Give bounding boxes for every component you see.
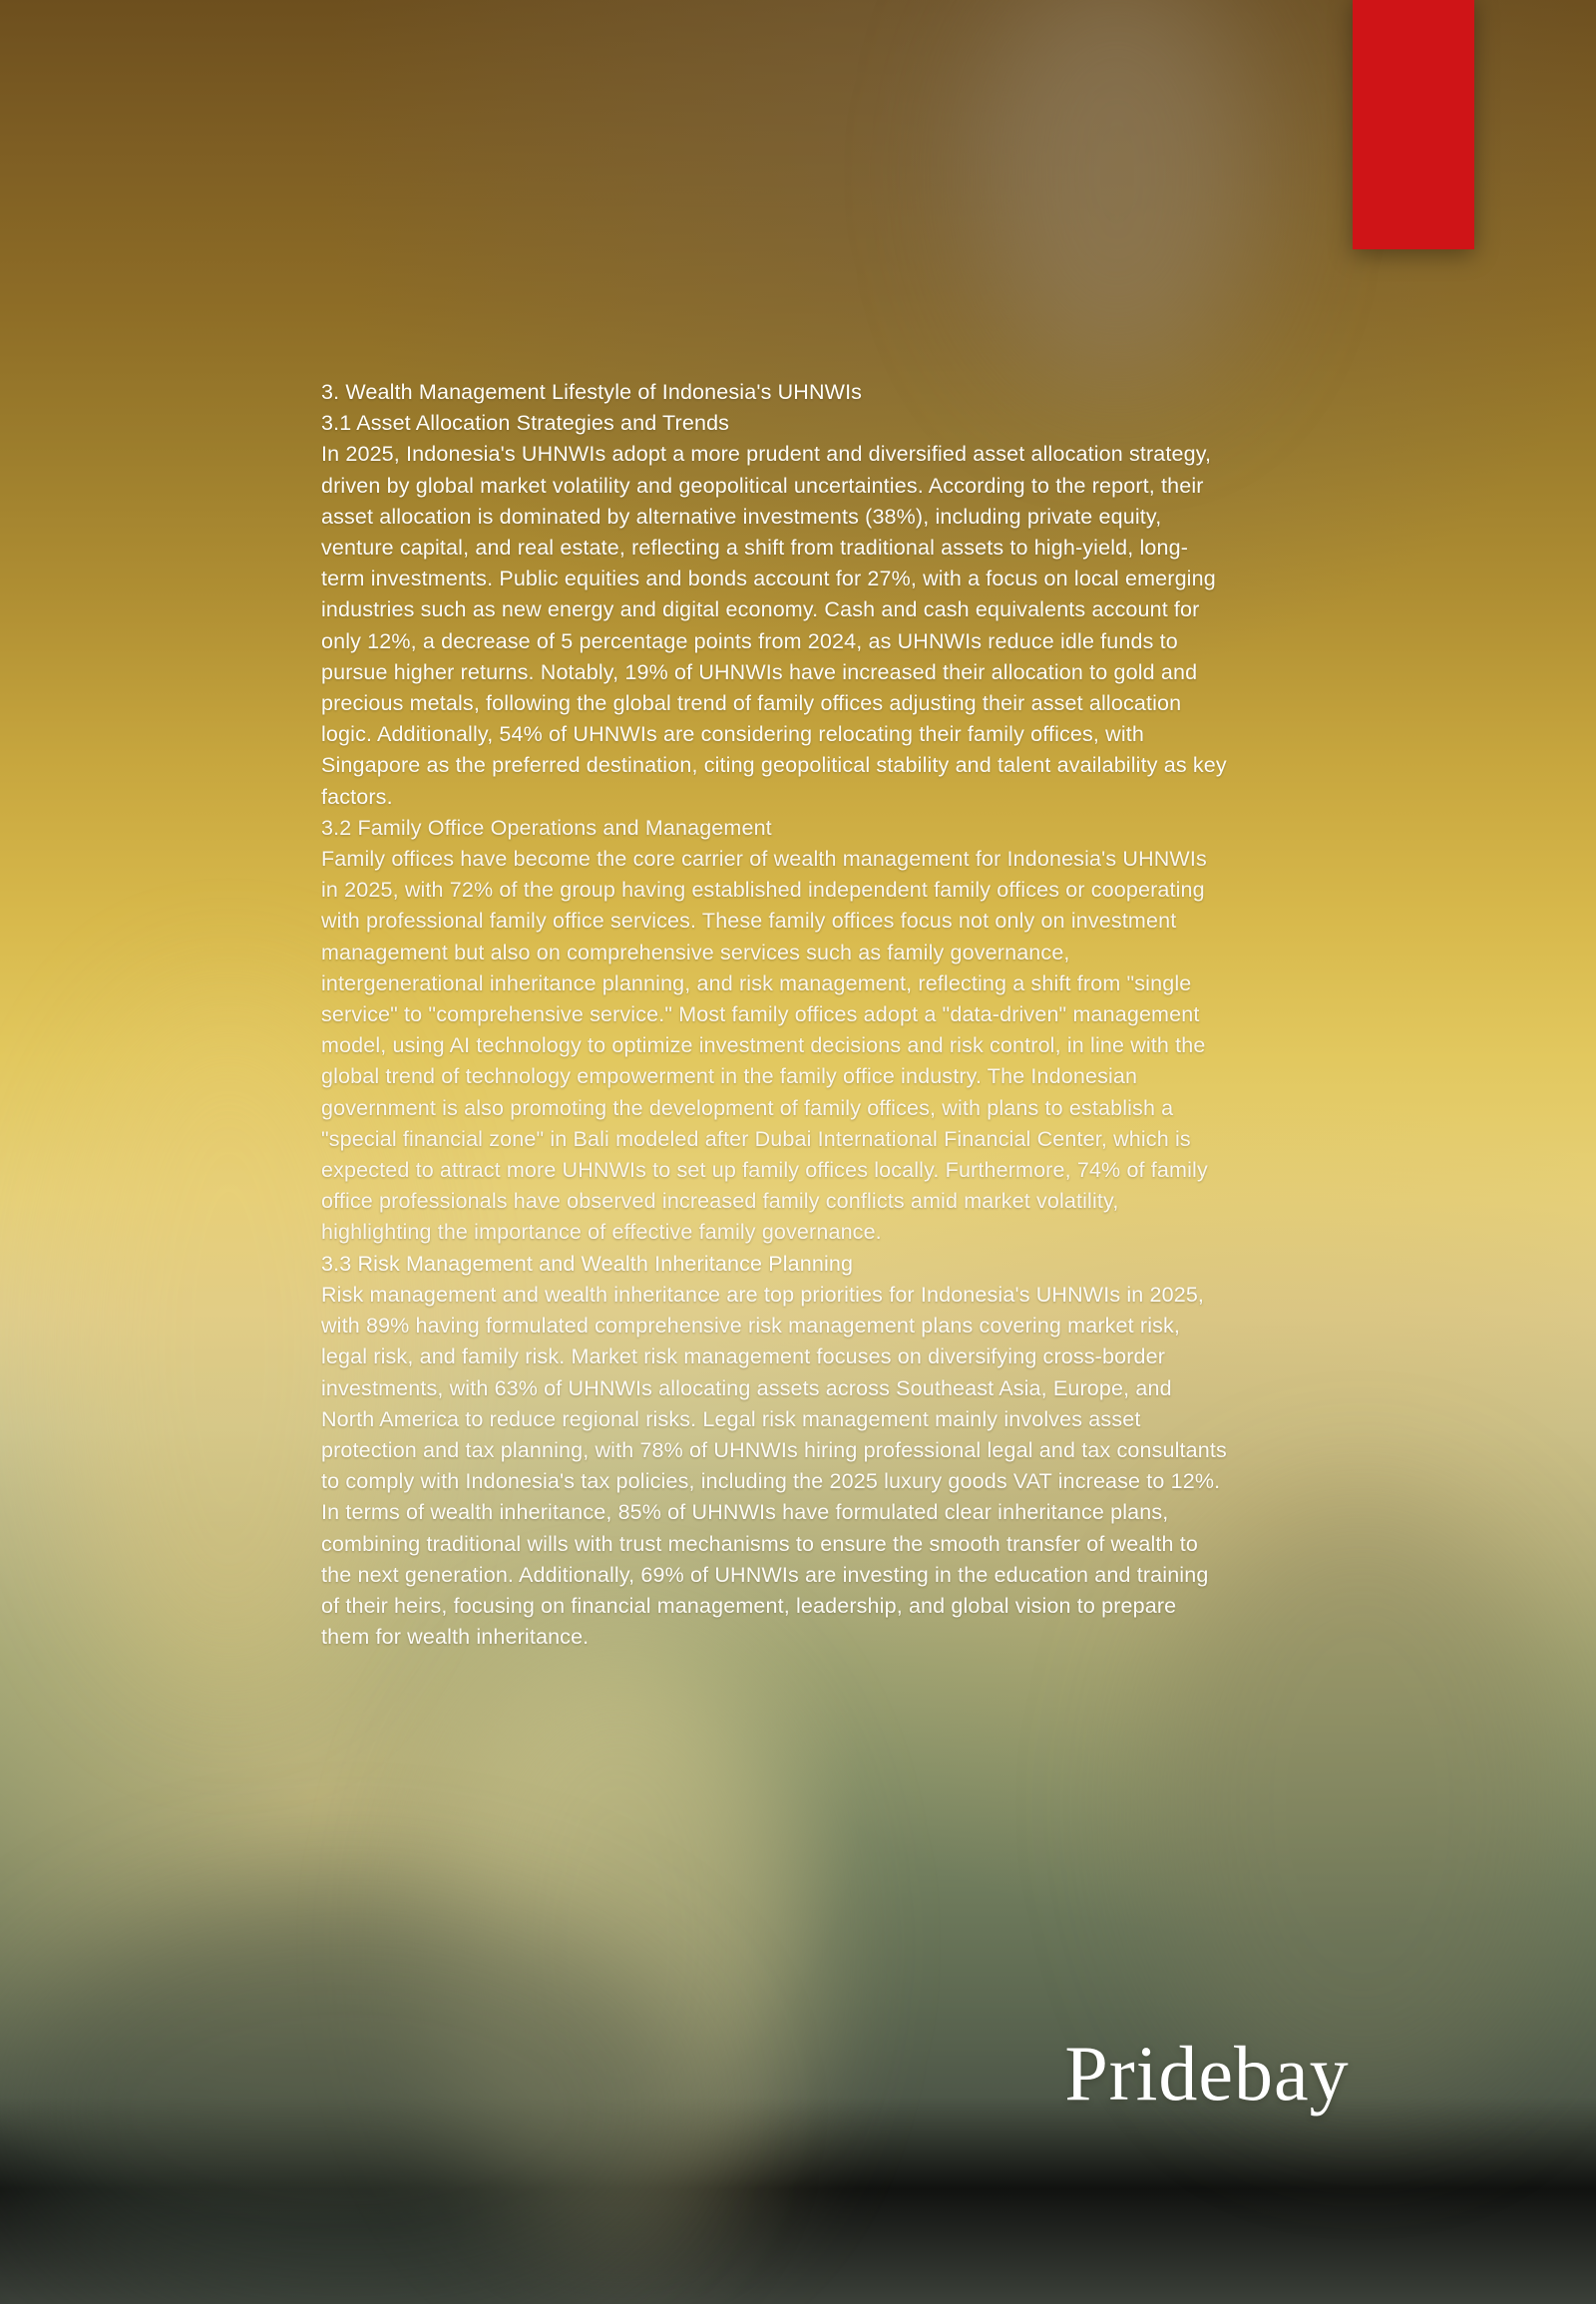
article-body [321, 377, 1234, 1653]
section-3-heading: 3. Wealth Management Lifestyle of Indonesia's UHNWIs [321, 380, 863, 404]
background-glow-top [978, 0, 1257, 389]
section-3-3-body: Risk management and wealth inheritance are top priorities for Indonesia's UHNWIs in 2025, with 89% having formulated comprehensive risk management plans covering market risk, legal risk, and family risk. Market risk management focuses on diversifying cross-border investments, with 63% of UHNWIs allocating assets across Southeast Asia, Europe, and North America to reduce regional risks. Legal risk management mainly involves asset protection and tax planning, with 78% of UHNWIs hiring professional legal and tax consultants to comply with Indonesia's tax policies, including the 2025 luxury goods VAT increase to 12%. In terms of wealth inheritance, 85% of UHNWIs have formulated clear inheritance plans, combining traditional wills with trust mechanisms to ensure the smooth transfer of wealth to the next generation. Additionally, 69% of UHNWIs are investing in the education and training of their heirs, focusing on financial management, leadership, and global vision to prepare them for wealth inheritance. [321, 1282, 1234, 1650]
section-3-2-heading: 3.2 Family Office Operations and Management [321, 815, 772, 840]
section-3-1-heading: 3.1 Asset Allocation Strategies and Trends [321, 411, 730, 436]
brand-wordmark: Pridebay [1064, 2030, 1350, 2116]
section-3-3-heading: 3.3 Risk Management and Wealth Inheritance Planning [321, 1251, 854, 1276]
accent-bar [1353, 0, 1474, 249]
section-3-1-block [321, 408, 1233, 813]
section-3-3-block [321, 1249, 1234, 1654]
section-3-1-body: In 2025, Indonesia's UHNWIs adopt a more prudent and diversified asset allocation strategy, driven by global market volatility and geopolitical uncertainties. According to the report, their asset allocation is dominated by alternative investments (38%), including private equity, venture capital, and real estate, reflecting a shift from traditional assets to high-yield, long-term investments. Public equities and bonds account for 27%, with a focus on local emerging industries such as new energy and digital economy. Cash and cash equivalents account for only 12%, a decrease of 5 percentage points from 2024, as UHNWIs reduce idle funds to pursue higher returns. Notably, 19% of UHNWIs have increased their allocation to gold and precious metals, following the global trend of family offices adjusting their asset allocation logic. Additionally, 54% of UHNWIs are considering relocating their family offices, with Singapore as the preferred destination, citing geopolitical stability and talent availability as key factors. [321, 442, 1233, 809]
section-3-2-block [321, 813, 1229, 1249]
background-glow-left [429, 1646, 808, 2244]
section-3-2-body: Family offices have become the core carrier of wealth management for Indonesia's UHNWIs in 2025, with 72% of the group having established independent family offices or cooperating with professional family office services. These family offices focus not only on investment management but also on comprehensive services such as family governance, intergenerational inheritance planning, and risk management, reflecting a shift from "single service" to "comprehensive service." Most family offices adopt a "data-driven" management model, using AI technology to optimize investment decisions and risk control, in line with the global trend of technology empowerment in the family office industry. The Indonesian government is also promoting the development of family offices, with plans to establish a "special financial zone" in Bali modeled after Dubai International Financial Center, which is expected to attract more UHNWIs to set up family offices locally. Furthermore, 74% of family office professionals have observed increased family conflicts amid market volatility, highlighting the importance of effective family governance. [321, 847, 1214, 1245]
section-3-block [321, 377, 1229, 408]
background-glow-bottom [0, 1895, 698, 2304]
